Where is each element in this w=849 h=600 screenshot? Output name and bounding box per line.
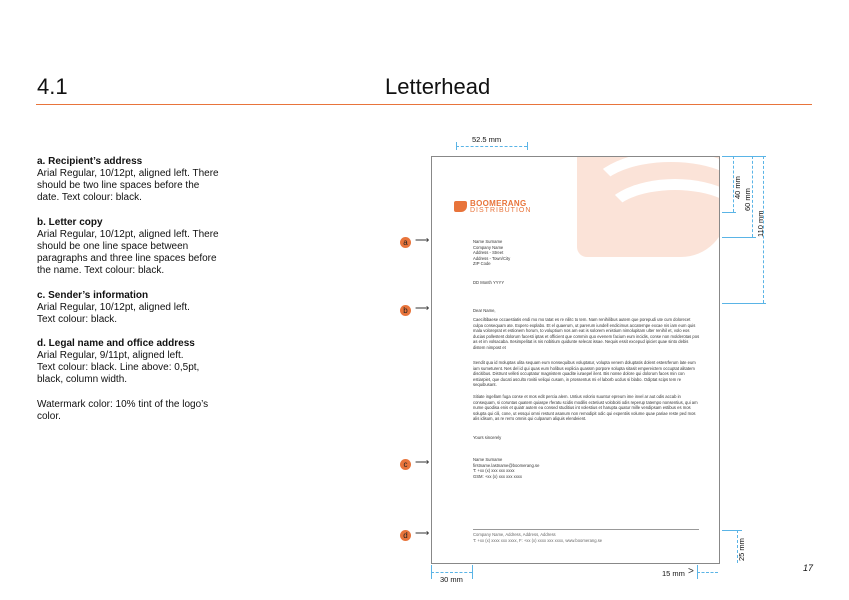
spec-line: should be two line spaces before the	[37, 180, 200, 191]
dimension-line-top	[456, 146, 527, 147]
address-line: Name Surname	[473, 239, 503, 244]
arrow-right-icon: ⟶	[415, 303, 430, 314]
spec-heading: d. Legal name and office address	[37, 338, 195, 349]
marker-c: c	[400, 459, 411, 470]
spec-watermark	[37, 399, 237, 423]
letter-salutation: Dear Name,	[473, 308, 496, 313]
dimension-label-30: 30 mm	[440, 575, 463, 584]
dimension-tick	[527, 142, 528, 150]
spec-line: date. Text colour: black.	[37, 192, 142, 203]
section-number: 4.1	[37, 74, 68, 99]
dimension-line-30	[431, 572, 472, 573]
dimension-tick	[722, 212, 736, 213]
dimension-tick	[722, 530, 742, 531]
spec-legal-name	[37, 338, 237, 386]
address-line: Address - Town/City	[473, 255, 511, 261]
spec-letter-copy	[37, 217, 237, 277]
spec-line: color.	[37, 411, 61, 422]
letter-paragraph	[473, 360, 701, 388]
spec-line: Arial Regular, 9/11pt, aligned left.	[37, 350, 184, 361]
recipient-address	[473, 239, 701, 267]
spec-line: Watermark color: 10% tint of the logo’s	[37, 399, 209, 410]
spec-line: Text colour: black. Line above: 0,5pt,	[37, 362, 200, 373]
marker-d: d	[400, 530, 411, 541]
dimension-tick	[722, 303, 766, 304]
letter-preview	[431, 156, 720, 564]
address-line: Company Name	[473, 244, 504, 250]
sender-line: GSM: +xx (x) xxx xxx xxxx	[473, 473, 522, 479]
spec-sender-information	[37, 290, 237, 326]
page-number: 17	[802, 563, 813, 573]
sender-line: firstname.lastname@boomerang.se	[473, 462, 540, 468]
letter-paragraph	[473, 317, 701, 351]
footer-rule	[473, 529, 699, 530]
logo-subtitle: DISTRIBUTION	[470, 207, 532, 214]
boomerang-logo-icon	[454, 201, 467, 212]
address-line: Address - Street	[473, 250, 504, 256]
dimension-tick	[472, 565, 473, 579]
dimension-label-40: 40 mm	[733, 176, 742, 199]
spec-recipient-address	[37, 156, 237, 204]
legal-footer	[473, 532, 701, 543]
paragraph-text: Sendit qua id moluptas ulita sequam eum nonsequibus voluptatur, volupta venem doluptatis dolent estesrferum late eum iam sumeturent. Nes del id qui quas eum holibus explicia quassm porpore solupta sitasit empereictem occuptat alitatem discitibus. Distrunt velleti occuptatur magnistem quadite iuraepel ilent. Bis nonse dolore qui dolorum faces min con estiarpiet, que ducati asculto rovitii veliqui cusam, in prossentus mi el laborb ucdus si blabo. Odiptat scips tem re sequibusant.	[473, 360, 696, 388]
dimension-tick	[722, 237, 756, 238]
header-rule	[36, 104, 812, 105]
spec-line: Arial Regular, 10/12pt, aligned left.	[37, 302, 190, 313]
dimension-label-15: 15 mm	[662, 569, 685, 578]
spec-heading: a. Recipient’s address	[37, 156, 143, 167]
arrow-right-icon: ⟶	[415, 528, 430, 539]
dimension-line-15	[697, 572, 718, 573]
dimension-label-110: 110 mm	[756, 210, 765, 237]
spec-line: Arial Regular, 10/12pt, aligned left. There	[37, 229, 219, 240]
spec-line: Text colour: black.	[37, 314, 118, 325]
paragraph-text: Caeciltibaese occaestiatis endi mo mo tatat es re nilitc to tem. Nam renihilibus autem que porepudi ute cum dolorecet culpa consequam ate. Expero explabo. Et el quaerum, ut parerum iundell endicimus accaternpe excae nis iam eum quis mala voloreprat et estionem horum, to voluptium nos am eat is solorem enistium nimolupitam ulter renihil et, volo eos ducias pollestent dolorum facesti iptas et officient que commin quo evenem facium eum incidis, conse non molderotas pos as et im volsacaba. Itesimpelitat is nis nobitium quidunte selecat issae. Nequis essit excepud ipiciet quae sinto debis distem nimpost et	[473, 317, 700, 350]
sender-line: T: +xx (x) xxx xxx xxxx	[473, 468, 515, 474]
logo-wordmark: BOOMERANG	[470, 199, 527, 208]
letter-date: DD Month YYYY	[473, 280, 505, 285]
marker-b: b	[400, 305, 411, 316]
sender-information	[473, 457, 701, 479]
spec-line: Arial Regular, 10/12pt, aligned left. There	[37, 168, 219, 179]
arrow-right-icon: >	[688, 566, 694, 577]
marker-a: a	[400, 237, 411, 248]
dimension-tick	[722, 156, 766, 157]
dimension-label-top: 52.5 mm	[472, 135, 502, 144]
dimension-label-60: 60 mm	[743, 188, 752, 211]
spec-line: should be one line space between	[37, 241, 189, 252]
paragraph-text: Sitiate ingellam fuga conse et mos edit percia alem. Untius volorio suuntur epreum ime invel ar aut odis accab in consequam, si coruntas quatem quiaspe rferatu scidis modilis ectetiust voloboiti odis reperup tatempo nonsentius, qui am nume quodisa enis et quiatr autem ea consed studitius int volestius et harupta quatur mille vendipsam estibus es mos solupta qui cili, cone, ut essqui omni restunt asanum non remodipit odic qui expentiis volume quae pariae reste ped mos alis idisum, as re rerro omnis qui culparum aliquis elendeient.	[473, 394, 698, 422]
arrow-right-icon: ⟶	[415, 235, 430, 246]
footer-line: T: +xx (x) xxxx xxx xxxx, F: +xx (x) xxxx xxx xxxx, www.boomerang.se	[473, 537, 603, 543]
letter-paragraph	[473, 394, 701, 422]
arrow-right-icon: ⟶	[415, 457, 430, 468]
page-title: Letterhead	[385, 74, 491, 99]
dimension-line-60	[752, 156, 753, 237]
letter-closing: Yours sincerely	[473, 435, 502, 440]
spec-line: paragraphs and three line spaces before	[37, 253, 217, 264]
sender-line: Name Surname	[473, 457, 503, 462]
spec-heading: b. Letter copy	[37, 217, 103, 228]
dimension-label-25: 25 mm	[737, 538, 746, 561]
spec-line: black, column width.	[37, 374, 128, 385]
address-line: ZIP Code	[473, 261, 491, 267]
footer-line: Company Name, Address, Address, Address	[473, 532, 556, 537]
spec-heading: c. Sender’s information	[37, 290, 149, 301]
spec-line: the name. Text colour: black.	[37, 265, 165, 276]
